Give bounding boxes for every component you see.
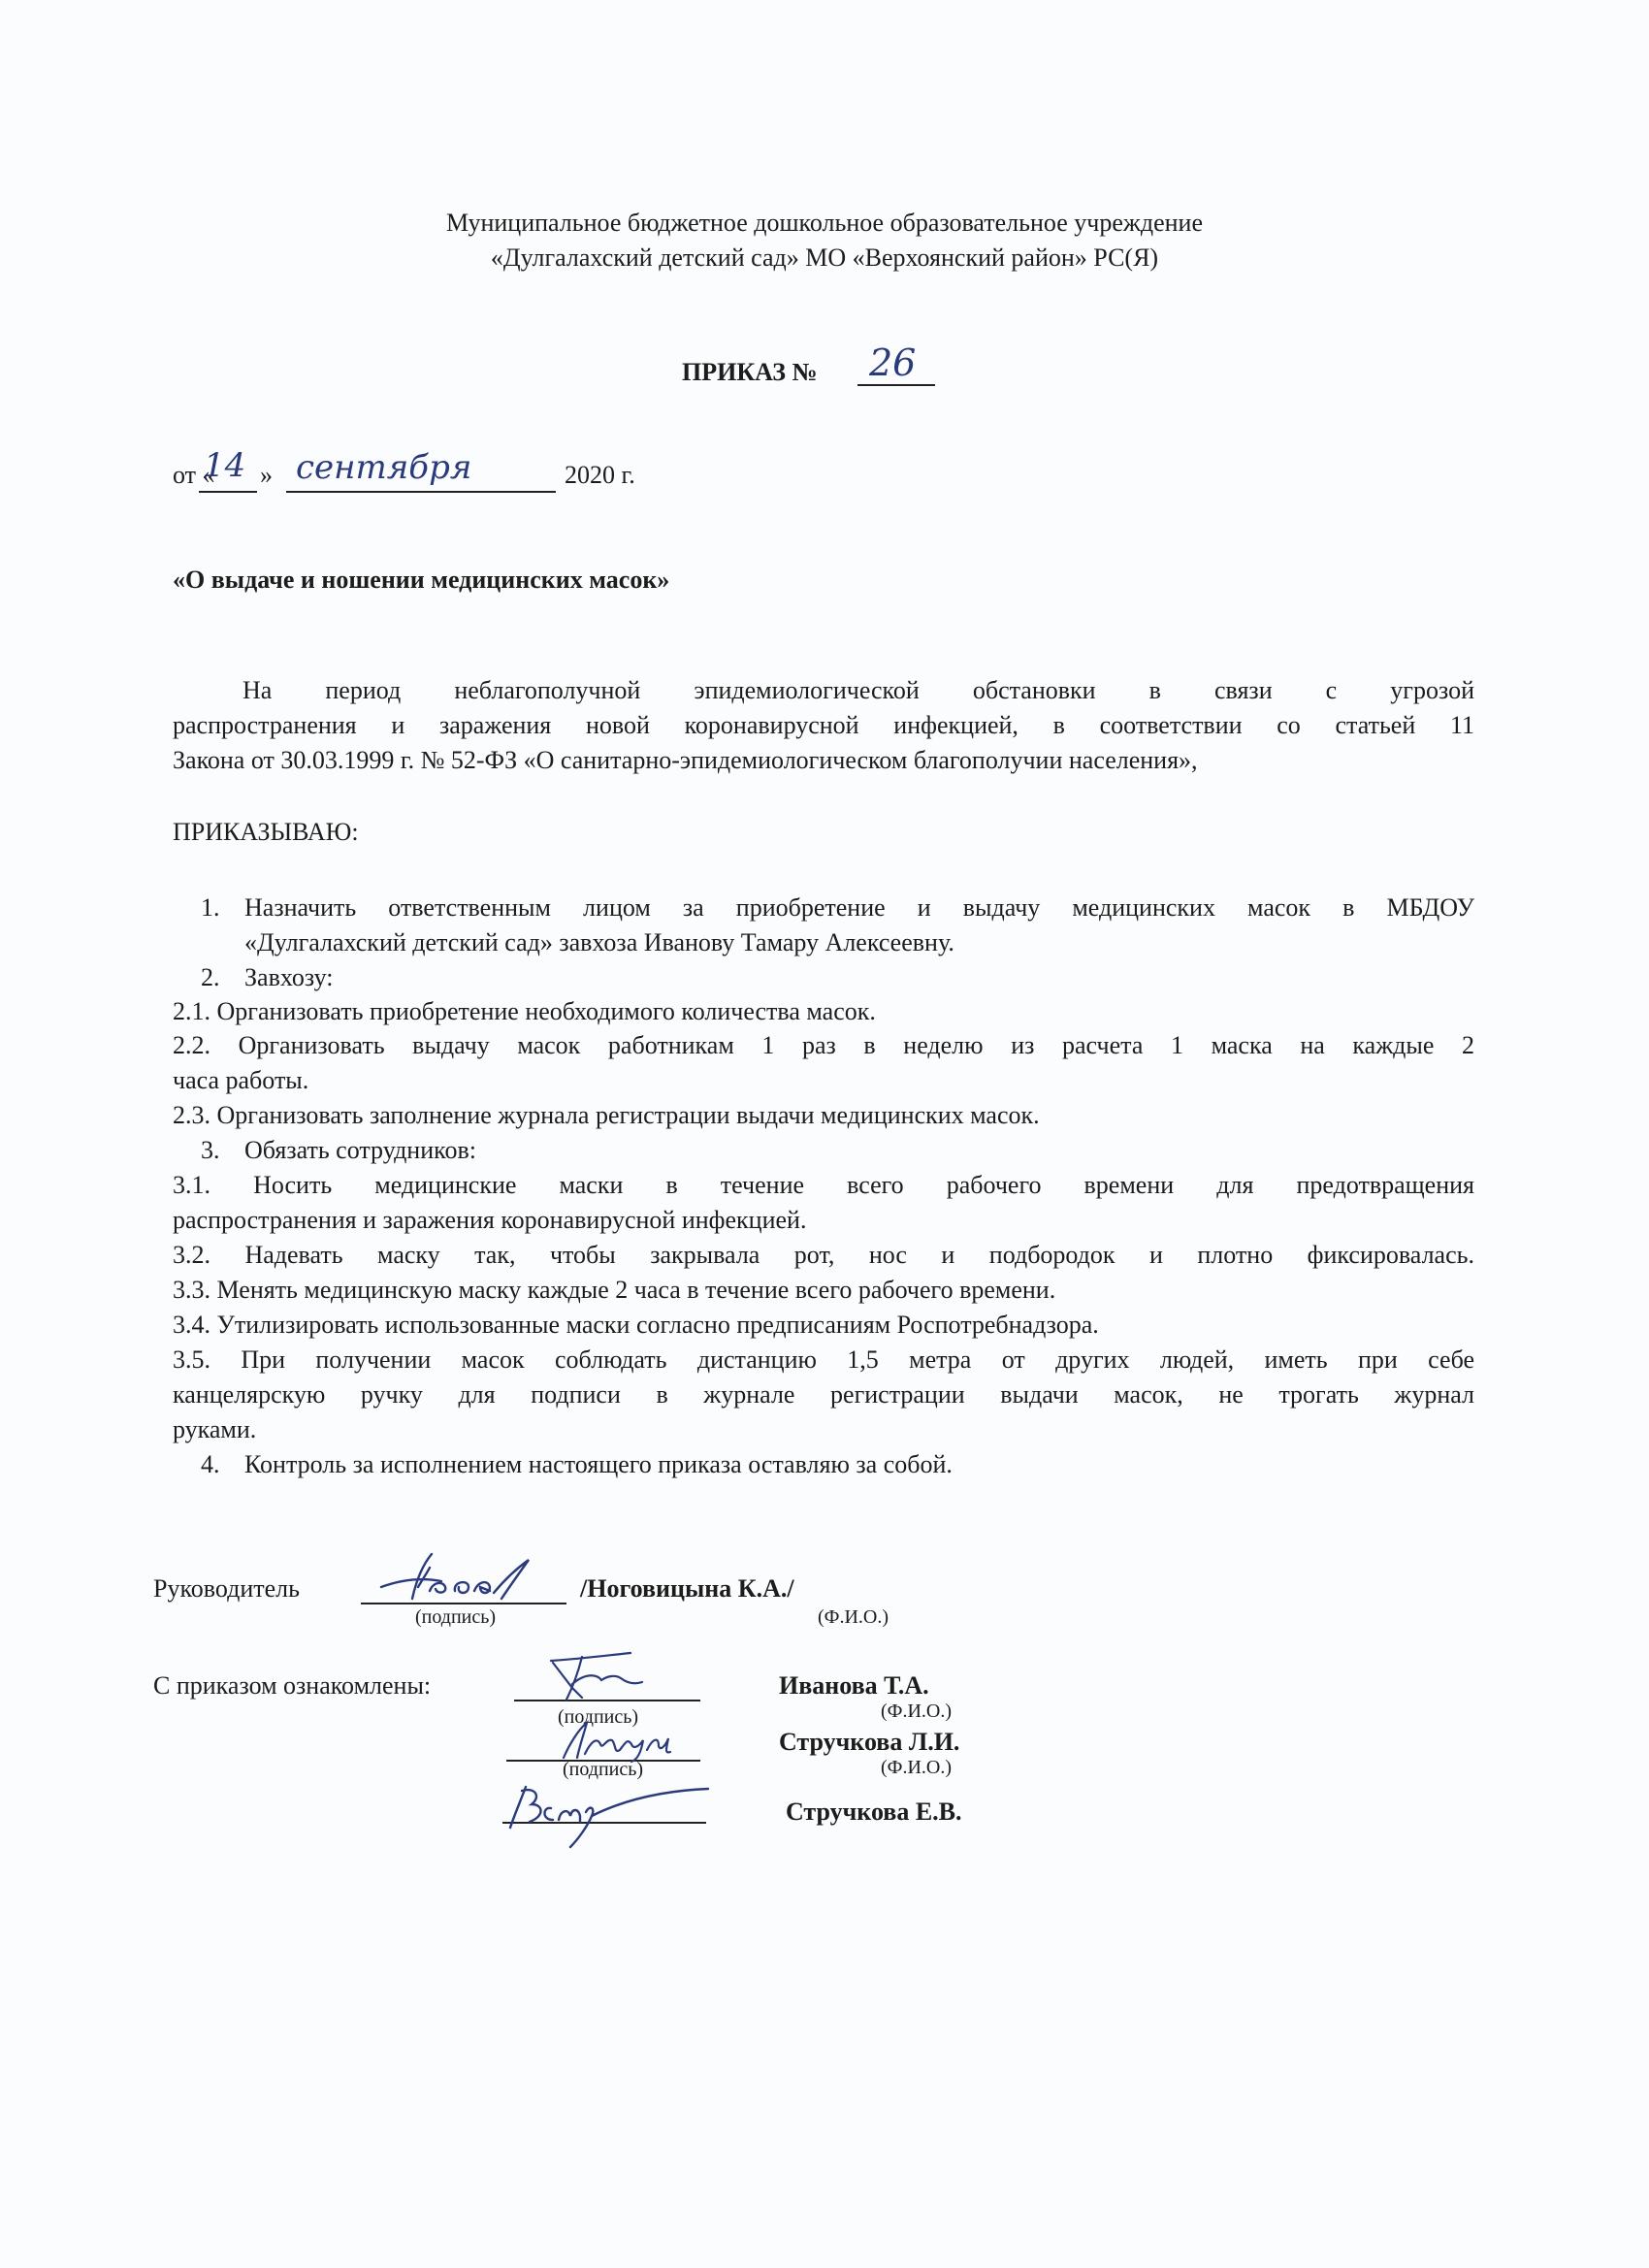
item-3-5-line: 3.5. При получении масок соблюдать дистанцию 1,5 метра от других людей, иметь при себе bbox=[173, 1345, 1474, 1374]
organization-name-line-2: «Дулгалахский детский сад» МО «Верхоянский район» РС(Я) bbox=[490, 243, 1159, 272]
head-name: /Ноговицына К.А./ bbox=[580, 1574, 794, 1603]
organization-name-line-1: Муниципальное бюджетное дошкольное образовательное учреждение bbox=[446, 209, 1203, 237]
date-month-underline bbox=[286, 491, 556, 493]
item-3-1 bbox=[173, 1168, 1474, 1238]
acquainted-name-3: Стручкова Е.В. bbox=[786, 1798, 962, 1826]
head-fio-caption: (Ф.И.О.) bbox=[818, 1606, 889, 1628]
order-number-handwritten: 26 bbox=[869, 341, 917, 384]
preamble-line: распространения и заражения новой коронавирусной инфекцией, в соответствии со статьей 11 bbox=[173, 711, 1474, 739]
item-3-5-line: руками. bbox=[173, 1415, 257, 1443]
item-3-4: 3.4. Утилизировать использованные маски согласно предписаниям Роспотребнадзора. bbox=[173, 1311, 1099, 1339]
item-3-3: 3.3. Менять медицинскую маску каждые 2 часа в течение всего рабочего времени. bbox=[173, 1276, 1056, 1304]
item-3-5-line: канцелярскую ручку для подписи в журнале регистрации выдачи масок, не трогать журнал bbox=[173, 1380, 1474, 1409]
date-day-underline bbox=[199, 491, 257, 493]
item-2-1: 2.1. Организовать приобретение необходимого количества масок. bbox=[173, 997, 876, 1025]
head-signature-caption: (подпись) bbox=[415, 1606, 497, 1628]
item-2-number: 2. bbox=[201, 963, 220, 991]
signature-struchkova-ev bbox=[497, 1777, 720, 1855]
item-3-5 bbox=[173, 1343, 1474, 1447]
acquainted-label: С приказом ознакомлены: bbox=[153, 1671, 432, 1700]
item-1-number: 1. bbox=[201, 893, 220, 922]
order-title: ПРИКАЗ № bbox=[682, 358, 818, 386]
preamble-paragraph bbox=[173, 673, 1474, 778]
item-3-1-line: распространения и заражения коронавирусной инфекцией. bbox=[173, 1206, 807, 1234]
fio-caption-1: (Ф.И.О.) bbox=[881, 1701, 953, 1722]
item-2-2-line: 2.2. Организовать выдачу масок работникам 1 раз в неделю из расчета 1 маска на каждые 2 bbox=[173, 1031, 1474, 1059]
item-3-2 bbox=[173, 1238, 1474, 1273]
order-number-underline bbox=[857, 384, 935, 386]
item-4-number: 4. bbox=[201, 1450, 220, 1478]
item-3-1-line: 3.1. Носить медицинские маски в течение всего рабочего времени для предотвращения bbox=[173, 1171, 1474, 1199]
acquainted-name-1: Иванова Т.А. bbox=[779, 1671, 929, 1700]
date-prefix: от « bbox=[173, 461, 215, 489]
item-2-2 bbox=[173, 1028, 1474, 1098]
date-mid: » bbox=[260, 461, 273, 489]
item-3-2-line: 3.2. Надевать маску так, чтобы закрывала рот, нос и подбородок и плотно фиксировалась. bbox=[173, 1241, 1474, 1269]
item-2-3: 2.3. Организовать заполнение журнала регистрации выдачи медицинских масок. bbox=[173, 1101, 1040, 1129]
date-year: 2020 г. bbox=[565, 461, 635, 489]
signature-ivanova bbox=[543, 1649, 660, 1707]
item-4-text: Контроль за исполнением настоящего приказа оставляю за собой. bbox=[244, 1450, 953, 1478]
preamble-line: На период неблагополучной эпидемиологической обстановки в связи с угрозой bbox=[242, 676, 1474, 704]
item-1-line: «Дулгалахский детский сад» завхоза Иванову Тамару Алексеевну. bbox=[244, 928, 954, 956]
acquainted-name-2: Стручкова Л.И. bbox=[779, 1728, 960, 1756]
signature-caption-1: (подпись) bbox=[558, 1706, 639, 1728]
item-3-text: Обязать сотрудников: bbox=[244, 1136, 476, 1164]
preamble-line: Закона от 30.03.1999 г. № 52-ФЗ «О санитарно-эпидемиологическом благополучии населения», bbox=[173, 746, 1198, 774]
order-subject: «О выдаче и ношении медицинских масок» bbox=[173, 566, 670, 594]
date-day-handwritten: 14 bbox=[204, 446, 246, 485]
item-3-number: 3. bbox=[201, 1136, 220, 1164]
item-1-text bbox=[244, 891, 1474, 960]
head-label: Руководитель bbox=[153, 1574, 300, 1603]
head-signature bbox=[373, 1548, 567, 1606]
decree-word: ПРИКАЗЫВАЮ: bbox=[173, 818, 359, 846]
signature-caption-2: (подпись) bbox=[563, 1759, 644, 1780]
signature-struchkova-li bbox=[558, 1715, 694, 1764]
fio-caption-2: (Ф.И.О.) bbox=[881, 1757, 953, 1778]
item-2-2-line: часа работы. bbox=[173, 1066, 309, 1094]
item-1-line: Назначить ответственным лицом за приобретение и выдачу медицинских масок в МБДОУ bbox=[244, 893, 1474, 922]
date-month-handwritten: сентября bbox=[296, 448, 472, 487]
item-2-text: Завхозу: bbox=[244, 963, 334, 991]
